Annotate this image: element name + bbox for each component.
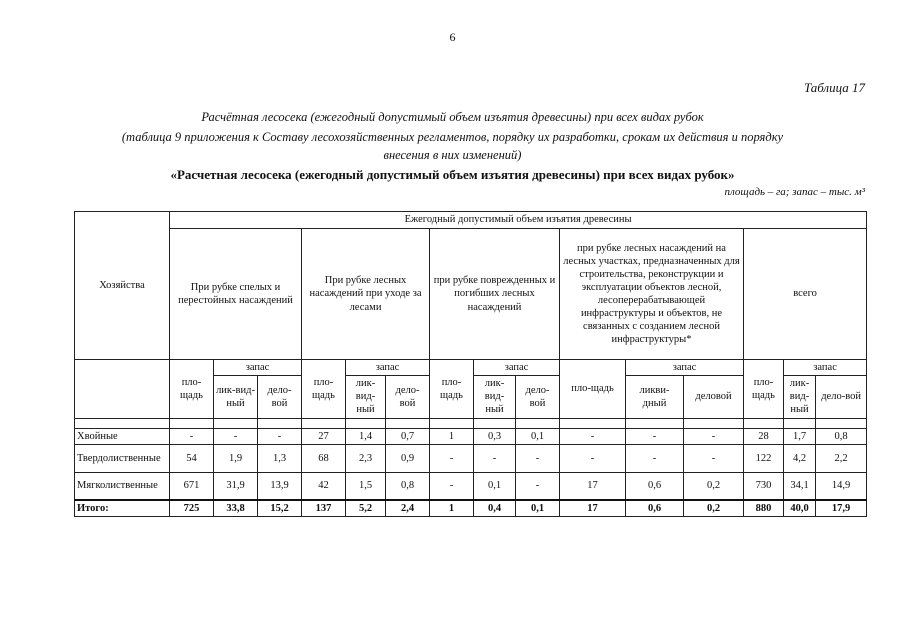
header-business: дело-вой — [258, 376, 302, 418]
table-cell: 15,2 — [258, 500, 302, 517]
table-cell: 2,4 — [386, 500, 430, 517]
table-cell: - — [170, 428, 214, 444]
header-area: пло-щадь — [170, 360, 214, 419]
table-cell: - — [684, 444, 744, 472]
header-group-total: всего — [744, 229, 867, 360]
table-cell: - — [560, 428, 626, 444]
table-cell: - — [258, 428, 302, 444]
header-area: пло-щадь — [430, 360, 474, 419]
table-row — [75, 472, 867, 500]
table-cell: 17 — [560, 472, 626, 500]
table-cell: 14,9 — [816, 472, 867, 500]
header-business: дело-вой — [516, 376, 560, 418]
row-name: Итого: — [75, 500, 170, 517]
table-cell: - — [430, 472, 474, 500]
header-liquid: ликви-дный — [626, 376, 684, 418]
header-group-damaged: при рубке поврежденных и погибших лесных насаждений — [430, 229, 560, 360]
table-title: «Расчетная лесосека (ежегодный допустимый объем изъятия древесины) при всех видах рубок» — [170, 167, 735, 182]
header-stock: запас — [626, 360, 744, 376]
caption-line-3: внесения в них изменений) — [383, 148, 522, 162]
allowable-cut-table — [74, 211, 867, 517]
header-liquid: лик-вид-ный — [784, 376, 816, 418]
table-cell: 31,9 — [214, 472, 258, 500]
table-cell: 28 — [744, 428, 784, 444]
table-cell: 1,9 — [214, 444, 258, 472]
table-cell: 0,1 — [474, 472, 516, 500]
table-cell: - — [516, 472, 560, 500]
table-cell: 42 — [302, 472, 346, 500]
caption-line-2: (таблица 9 приложения к Составу лесохозяйственных регламентов, порядку их разработки, срокам их действия и порядку — [121, 130, 784, 144]
header-stock: запас — [214, 360, 302, 376]
table-cell: 40,0 — [784, 500, 816, 517]
table-cell: 725 — [170, 500, 214, 517]
table-cell: - — [474, 444, 516, 472]
table-cell: 5,2 — [346, 500, 386, 517]
table-cell: 1 — [430, 500, 474, 517]
table-cell: - — [684, 428, 744, 444]
header-business: деловой — [684, 376, 744, 418]
header-farms: Хозяйства — [75, 212, 170, 360]
header-group-mature: При рубке спелых и перестойных насаждений — [170, 229, 302, 360]
row-name: Мягколиственные — [75, 472, 170, 500]
header-stock: запас — [784, 360, 867, 376]
table-cell: 0,6 — [626, 472, 684, 500]
table-cell: 0,1 — [516, 428, 560, 444]
table-cell: 34,1 — [784, 472, 816, 500]
table-cell: - — [516, 444, 560, 472]
units-note: площадь – га; запас – тыс. м³ — [724, 186, 865, 198]
table-cell: 137 — [302, 500, 346, 517]
header-group-care: При рубке лесных насаждений при уходе за лесами — [302, 229, 430, 360]
table-row — [75, 444, 867, 472]
header-liquid: лик-вид-ный — [346, 376, 386, 418]
table-row — [75, 428, 867, 444]
table-cell: 0,8 — [386, 472, 430, 500]
table-cell: 4,2 — [784, 444, 816, 472]
table-cell: 0,8 — [816, 428, 867, 444]
table-cell: - — [626, 444, 684, 472]
table-cell: 33,8 — [214, 500, 258, 517]
table-cell: 0,9 — [386, 444, 430, 472]
table-label: Таблица 17 — [803, 80, 865, 95]
table-cell: 1,3 — [258, 444, 302, 472]
page-number: 6 — [449, 30, 456, 44]
header-area: пло-щадь — [560, 360, 626, 419]
header-stock: запас — [474, 360, 560, 376]
table-cell: 880 — [744, 500, 784, 517]
header-stock: запас — [346, 360, 430, 376]
table-cell: - — [560, 444, 626, 472]
table-cell: 0,7 — [386, 428, 430, 444]
table-cell: 1 — [430, 428, 474, 444]
table-cell: 0,2 — [684, 500, 744, 517]
header-annual: Ежегодный допустимый объем изъятия древесины — [170, 212, 867, 229]
table-cell: 13,9 — [258, 472, 302, 500]
table-cell: 730 — [744, 472, 784, 500]
table-cell: 0,4 — [474, 500, 516, 517]
table-cell: 671 — [170, 472, 214, 500]
table-cell: 1,5 — [346, 472, 386, 500]
header-group-construction: при рубке лесных насаждений на лесных участках, предназначенных для строительства, реконструкции и эксплуатации объектов лесной, лесоперерабатывающей инфраструктуры и объектов, не связанных с созданием лесной инфраструктуры* — [560, 229, 744, 360]
header-liquid: лик-вид-ный — [214, 376, 258, 418]
table-cell: 27 — [302, 428, 346, 444]
row-name: Твердолиственные — [75, 444, 170, 472]
table-cell: - — [430, 444, 474, 472]
row-name: Хвойные — [75, 428, 170, 444]
table-cell: 17 — [560, 500, 626, 517]
header-area: пло-щадь — [302, 360, 346, 419]
table-cell: 54 — [170, 444, 214, 472]
header-liquid: лик-вид-ный — [474, 376, 516, 418]
header-business: дело-вой — [816, 376, 867, 418]
table-cell: - — [626, 428, 684, 444]
table-cell: 122 — [744, 444, 784, 472]
table-cell: 2,2 — [816, 444, 867, 472]
total-row — [75, 500, 867, 517]
table-cell: - — [214, 428, 258, 444]
caption-line-1: Расчётная лесосека (ежегодный допустимый объем изъятия древесины) при всех видах рубок — [201, 110, 704, 124]
table-cell: 0,1 — [516, 500, 560, 517]
table-cell: 1,4 — [346, 428, 386, 444]
header-business: дело-вой — [386, 376, 430, 418]
table-cell: 68 — [302, 444, 346, 472]
table-cell: 2,3 — [346, 444, 386, 472]
table-cell: 17,9 — [816, 500, 867, 517]
table-cell: 1,7 — [784, 428, 816, 444]
header-area: пло-щадь — [744, 360, 784, 419]
table-cell: 0,2 — [684, 472, 744, 500]
table-cell: 0,6 — [626, 500, 684, 517]
table-cell: 0,3 — [474, 428, 516, 444]
